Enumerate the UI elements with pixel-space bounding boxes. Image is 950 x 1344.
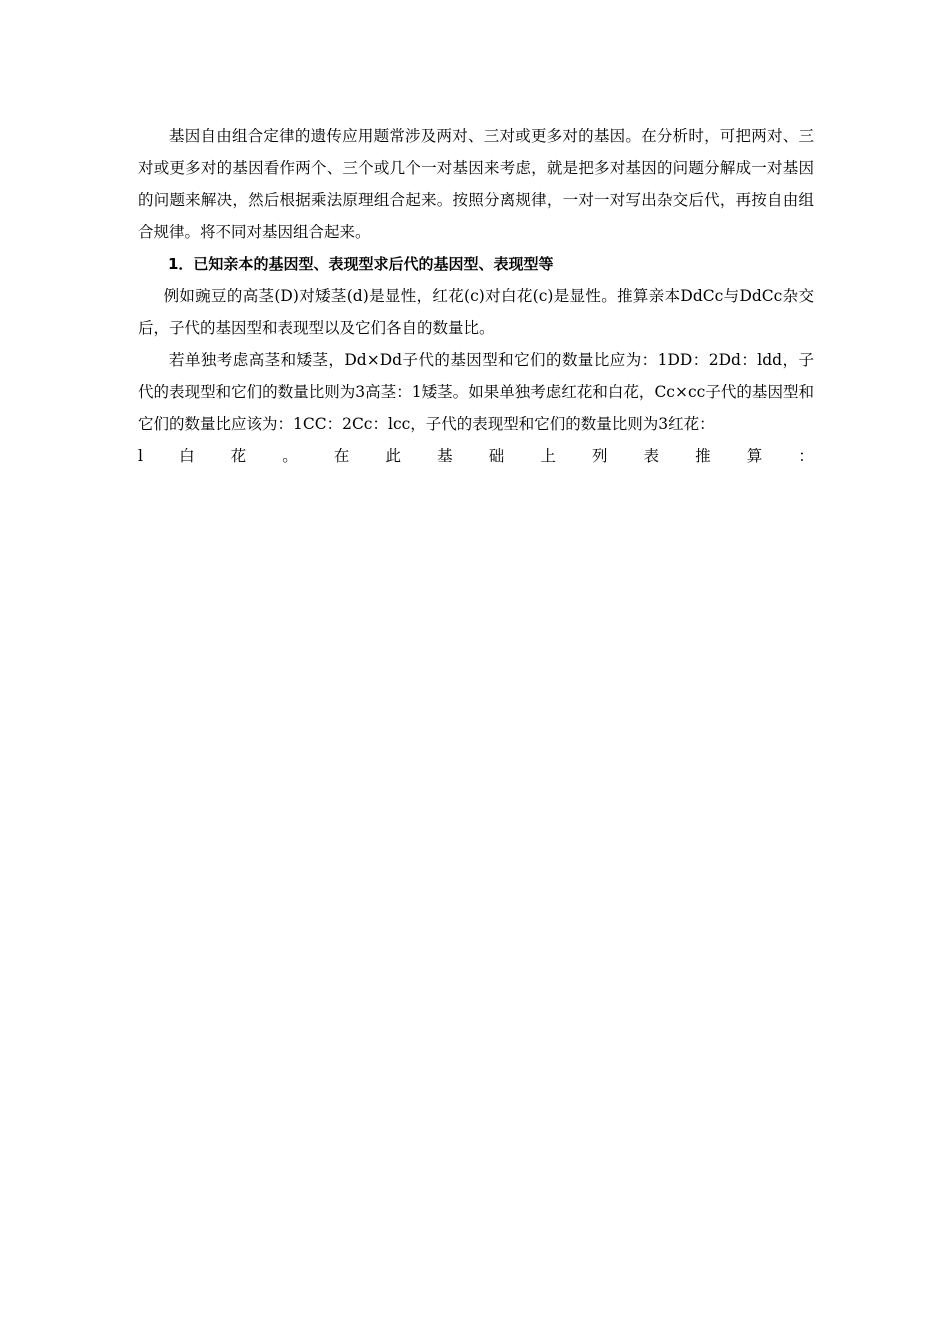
example-paragraph: 例如豌豆的高茎(D)对矮茎(d)是显性，红花(c)对白花(c)是显性。推算亲本DdCc与DdCc杂交后，子代的基因型和表现型以及它们各自的数量比。 [138, 287, 814, 337]
last-line-char: 础 [488, 447, 505, 465]
last-line-char: 算 [746, 447, 763, 465]
last-line-char: 。 [282, 447, 298, 465]
last-line-char: l [138, 447, 143, 465]
last-line-char: 上 [540, 447, 556, 465]
analysis-paragraph: 若单独考虑高茎和矮茎，Dd×Dd子代的基因型和它们的数量比应为：1DD：2Dd：ldd，子代的表现型和它们的数量比则为3高茎：1矮茎。如果单独考虑红花和白花，Cc×cc子代的基因型和它们的数量比应该为：1CC：2Cc：lcc，子代的表现型和它们的数量比则为3红花： [138, 351, 814, 433]
last-line-char: 基 [437, 447, 453, 465]
last-line-char: 在 [333, 447, 350, 465]
last-line-char: 此 [385, 447, 402, 465]
last-line-char: 列 [591, 447, 608, 465]
last-line [138, 440, 814, 472]
last-line-char: 推 [695, 447, 711, 465]
last-line-char: ： [798, 447, 814, 465]
last-line-char: 花 [230, 447, 247, 465]
last-line-char: 表 [643, 447, 660, 465]
document-body [138, 120, 814, 472]
intro-paragraph: 基因自由组合定律的遗传应用题常涉及两对、三对或更多对的基因。在分析时，可把两对、三对或更多对的基因看作两个、三个或几个一对基因来考虑，就是把多对基因的问题分解成一对基因的问题来解决，然后根据乘法原理组合起来。按照分离规律，一对一对写出杂交后代，再按自由组合规律。将不同对基因组合起来。 [138, 127, 814, 241]
section-heading: 1．已知亲本的基因型、表现型求后代的基因型、表现型等 [168, 255, 554, 273]
last-line-char: 白 [179, 447, 195, 465]
